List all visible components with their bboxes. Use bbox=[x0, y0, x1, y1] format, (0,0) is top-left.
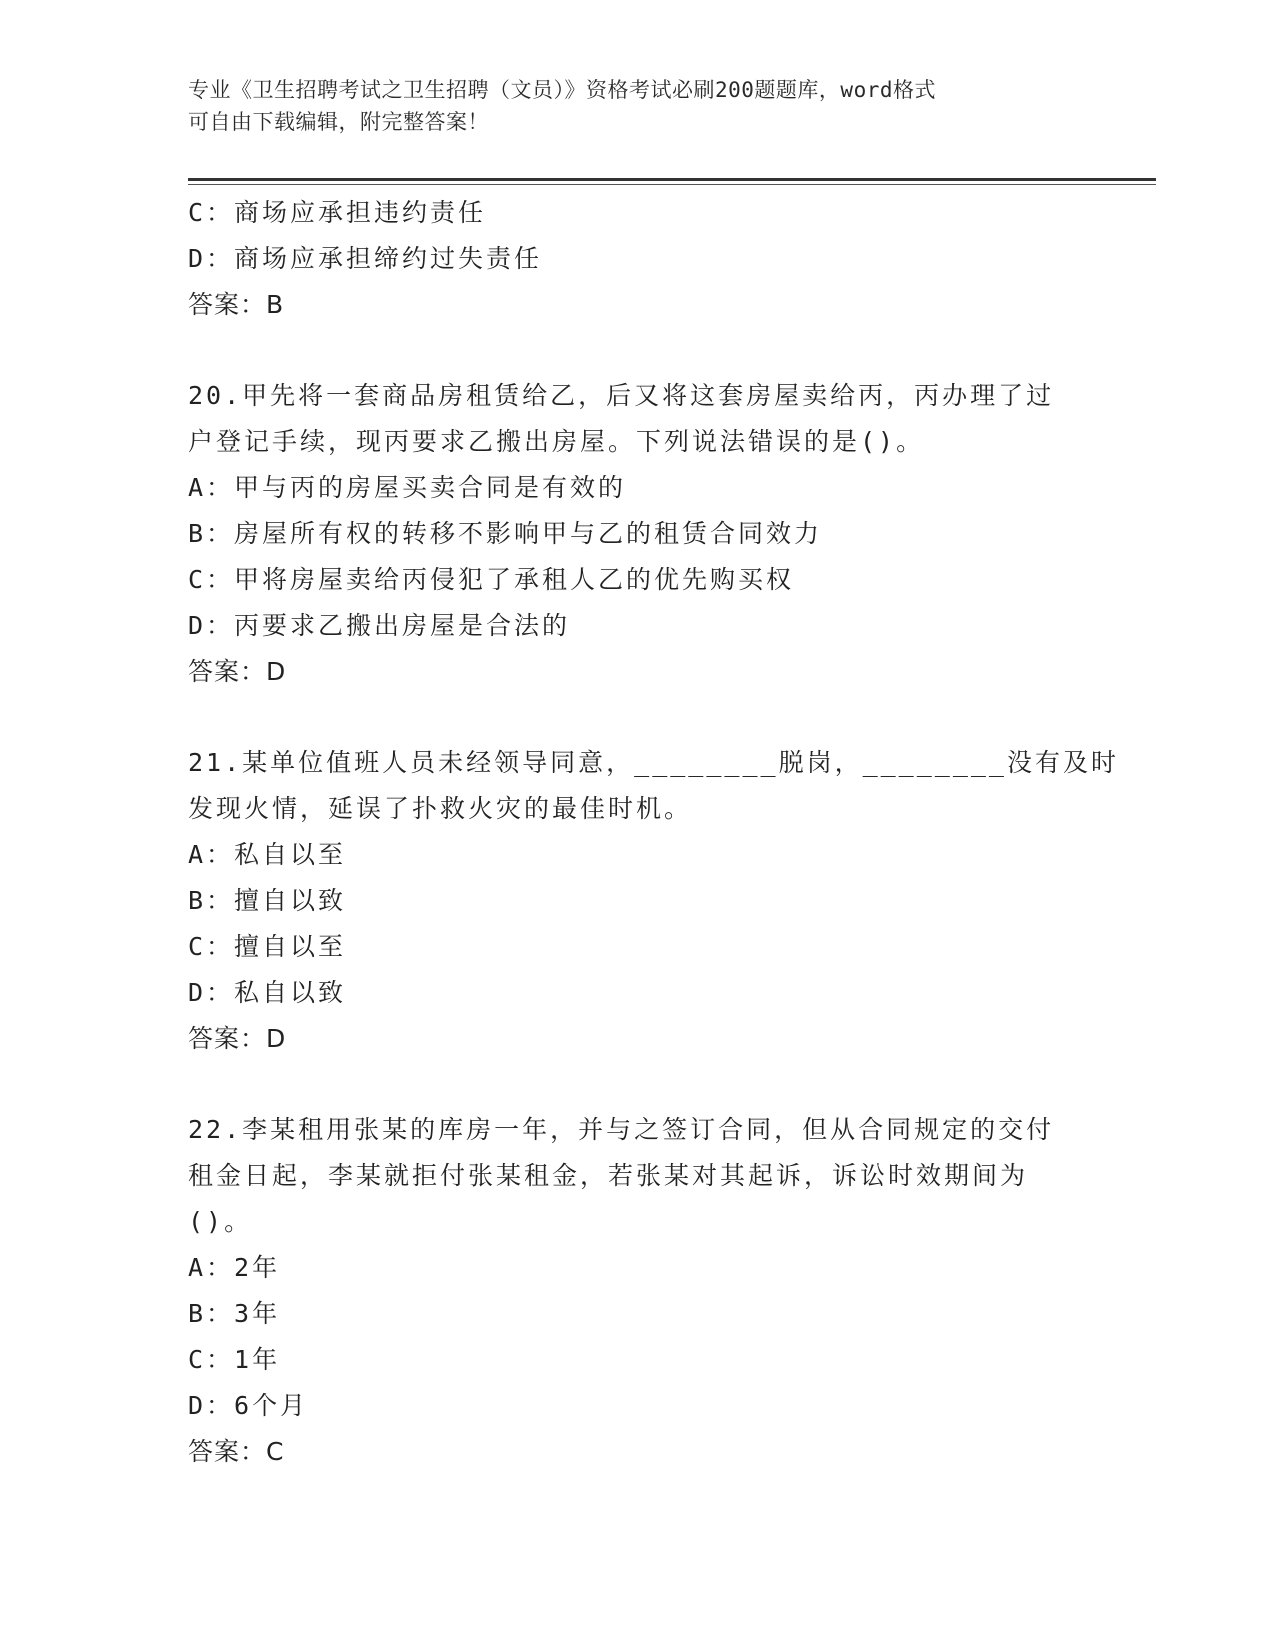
question-22 bbox=[188, 1107, 1088, 1475]
header-line-2: 可自由下载编辑，附完整答案！ bbox=[188, 110, 489, 134]
option-d: D：丙要求乙搬出房屋是合法的 bbox=[188, 611, 571, 640]
option-b: B：房屋所有权的转移不影响甲与乙的租赁合同效力 bbox=[188, 519, 823, 548]
question-text bbox=[188, 1107, 1088, 1245]
question-text bbox=[188, 373, 1088, 465]
answer-label: 答案：D bbox=[188, 657, 287, 686]
question-line: 22.李某租用张某的库房一年，并与之签订合同，但从合同规定的交付 bbox=[188, 1115, 1055, 1144]
document-body bbox=[188, 190, 1119, 1475]
option-d: D：6个月 bbox=[188, 1391, 309, 1420]
option-d: D：商场应承担缔约过失责任 bbox=[188, 244, 543, 273]
answer-label: 答案：B bbox=[188, 290, 285, 319]
question-line: 20.甲先将一套商品房租赁给乙，后又将这套房屋卖给丙，丙办理了过 bbox=[188, 381, 1055, 410]
option-a: A：甲与丙的房屋买卖合同是有效的 bbox=[188, 473, 627, 502]
option-a: A：私自以至 bbox=[188, 840, 347, 869]
question-line: 租金日起，李某就拒付张某租金，若张某对其起诉，诉讼时效期间为 bbox=[188, 1161, 1029, 1190]
question-text bbox=[188, 740, 1119, 832]
question-19-tail bbox=[188, 190, 1088, 328]
answer-label: 答案：D bbox=[188, 1024, 287, 1053]
question-line: 户登记手续，现丙要求乙搬出房屋。下列说法错误的是()。 bbox=[188, 427, 925, 456]
option-a: A：2年 bbox=[188, 1253, 281, 1282]
document-header bbox=[188, 74, 1068, 138]
option-c: C：1年 bbox=[188, 1345, 281, 1374]
header-divider-thick bbox=[188, 178, 1156, 181]
question-line: 21.某单位值班人员未经领导同意，________脱岗，________没有及时 bbox=[188, 748, 1119, 777]
option-c: C：商场应承担违约责任 bbox=[188, 198, 487, 227]
option-c: C：甲将房屋卖给丙侵犯了承租人乙的优先购买权 bbox=[188, 565, 795, 594]
option-c: C：擅自以至 bbox=[188, 932, 347, 961]
question-line: 发现火情，延误了扑救火灾的最佳时机。 bbox=[188, 794, 693, 823]
question-20 bbox=[188, 373, 1088, 695]
answer-label: 答案：C bbox=[188, 1437, 285, 1466]
header-divider-thin bbox=[188, 184, 1156, 185]
question-21 bbox=[188, 740, 1119, 1062]
header-line-1: 专业《卫生招聘考试之卫生招聘（文员）》资格考试必刷200题题库，word格式 bbox=[188, 78, 936, 102]
question-line: ()。 bbox=[188, 1207, 253, 1236]
option-d: D：私自以致 bbox=[188, 978, 347, 1007]
option-b: B：擅自以致 bbox=[188, 886, 347, 915]
option-b: B：3年 bbox=[188, 1299, 281, 1328]
